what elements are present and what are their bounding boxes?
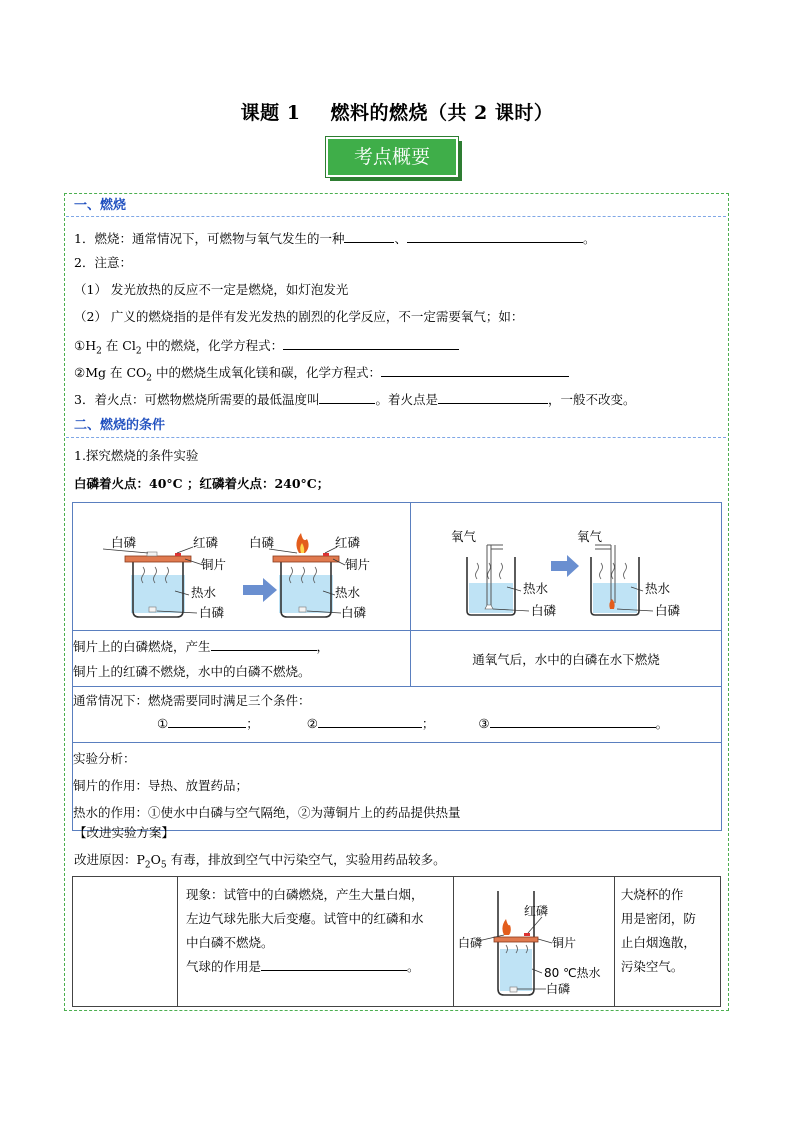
figure-cell-oxygen <box>411 503 722 631</box>
blank[interactable] <box>438 389 548 404</box>
example-h2-cl2: $①H_2$ 在 $Cl_2$ 中的燃烧，化学方程式： <box>74 335 459 355</box>
example-mg-co2: ②Mg 在 $CO_2$ 中的燃烧生成氧化镁和碳，化学方程式： <box>74 362 569 382</box>
oxygen-experiment-figure <box>411 503 721 627</box>
copper-plate-experiment-figure <box>73 503 410 627</box>
section-badge <box>326 137 462 181</box>
label-hot-water: 热水 <box>523 581 549 596</box>
label-hot-water: 热水 <box>191 585 217 600</box>
conditions-blanks: ① ； ② ； ③ 。 <box>73 712 721 736</box>
section-divider <box>66 437 726 438</box>
label-white-p-water: 白磷 <box>546 982 571 996</box>
conditions-heading: 通常情况下：燃烧需要同时满足三个条件： <box>73 693 311 708</box>
lesson-number: 课题 1 <box>240 102 301 124</box>
result-text: 铜片上的红磷不燃烧，水中的白磷不燃烧。 <box>73 664 311 679</box>
label-white-p: 白磷 <box>111 535 137 550</box>
experiment-table <box>72 502 722 831</box>
improved-figure-cell <box>454 877 615 1007</box>
result-cell-copper: 铜片上的白磷燃烧，产生 ， 铜片上的红磷不燃烧，水中的白磷不燃烧。 <box>73 631 411 687</box>
flame-icon <box>502 919 510 935</box>
blank[interactable] <box>407 228 583 243</box>
label-red-p: 红磷 <box>524 904 549 918</box>
result-cell-oxygen: 通氧气后，水中的白磷在水下燃烧 <box>411 631 722 687</box>
label-copper: 铜片 <box>345 557 371 572</box>
figure-cell-copper <box>73 503 411 631</box>
beaker-before <box>125 552 191 617</box>
section-heading-combustion: 一、燃烧 <box>74 198 127 213</box>
blank[interactable] <box>168 713 246 728</box>
beaker-note-cell <box>614 877 720 1007</box>
note-heading: 2．注意： <box>74 255 132 270</box>
label-oxygen: 氧气 <box>451 529 477 544</box>
conditions-cell <box>73 687 722 743</box>
note-line: 污染空气。 <box>620 959 684 974</box>
blank[interactable] <box>211 636 317 651</box>
analysis-cell <box>73 743 722 831</box>
improved-apparatus-figure <box>454 877 612 1003</box>
label-red-p: 红磷 <box>193 535 219 550</box>
beaker-after <box>273 533 339 617</box>
blank[interactable] <box>344 228 394 243</box>
label-copper: 铜片 <box>201 557 227 572</box>
note-1: （1） 发光放热的反应不一定是燃烧，如灯泡发光 <box>74 282 349 297</box>
label-white-p-water: 白磷 <box>199 605 225 620</box>
phenomenon-line: 中白磷不燃烧。 <box>186 935 274 950</box>
blank[interactable] <box>318 713 422 728</box>
label-copper: 铜片 <box>552 936 577 950</box>
analysis-copper: 铜片的作用：导热、放置药品； <box>73 778 249 793</box>
phenomenon-line: 现象：试管中的白磷燃烧，产生大量白烟， <box>186 887 424 902</box>
label-white-p: 白磷 <box>655 603 681 618</box>
blank[interactable] <box>490 713 656 728</box>
improve-reason: 改进原因：$P_2O_5$ 有毒，排放到空气中污染空气，实验用药品较多。 <box>74 852 446 871</box>
label-white-p: 白磷 <box>531 603 557 618</box>
label-white-p: 白磷 <box>249 535 275 550</box>
section-heading-conditions: 二、燃烧的条件 <box>74 418 166 433</box>
arrow-icon <box>243 578 277 602</box>
analysis-heading: 实验分析： <box>73 751 136 766</box>
blank[interactable] <box>283 335 459 350</box>
experiment-title: 1.探究燃烧的条件实验 <box>74 448 199 463</box>
ignition-point-line: 3．着火点：可燃物燃烧所需要的最低温度叫 。着火点是 ，一般不改变。 <box>74 389 636 409</box>
note-line: 大烧杯的作 <box>620 887 684 902</box>
note-2: （2） 广义的燃烧指的是伴有发光发热的剧烈的化学反应，不一定需要氧气；如： <box>74 309 524 324</box>
blank[interactable] <box>319 389 375 404</box>
note-line: 用是密闭，防 <box>620 911 696 926</box>
phenomenon-line: 左边气球先胀大后变瘪。试管中的红磷和水 <box>186 911 424 926</box>
section-divider <box>66 216 726 217</box>
empty-cell <box>73 877 178 1007</box>
label-white-p-water: 白磷 <box>341 605 367 620</box>
label-oxygen: 氧气 <box>577 529 603 544</box>
blank[interactable] <box>261 956 407 971</box>
improve-heading: 【改进实验方案】 <box>74 825 175 840</box>
analysis-water: 热水的作用：①使水中白磷与空气隔绝，②为薄铜片上的药品提供热量 <box>73 805 461 820</box>
balloon-purpose-line: 气球的作用是 。 <box>186 955 445 979</box>
note-line: 止白烟逸散， <box>620 935 696 950</box>
ignition-points: 白磷着火点：40°C ；红磷着火点：240°C； <box>74 476 330 491</box>
lesson-name: 燃料的燃烧（共 2 课时） <box>330 102 554 124</box>
definition-line: 1．燃烧：通常情况下，可燃物与氧气发生的一种 、 。 <box>74 228 596 248</box>
label-white-p: 白磷 <box>458 936 483 950</box>
page-title <box>0 98 794 125</box>
label-hot-water: 热水 <box>335 585 361 600</box>
label-red-p: 红磷 <box>335 535 361 550</box>
arrow-icon <box>551 555 579 577</box>
improved-experiment-table <box>72 876 721 1007</box>
phenomenon-cell <box>178 877 454 1007</box>
label-hot-water: 80 ℃热水 <box>544 966 601 980</box>
blank[interactable] <box>381 362 569 377</box>
label-hot-water: 热水 <box>645 581 671 596</box>
badge-label: 考点概要 <box>326 137 458 177</box>
